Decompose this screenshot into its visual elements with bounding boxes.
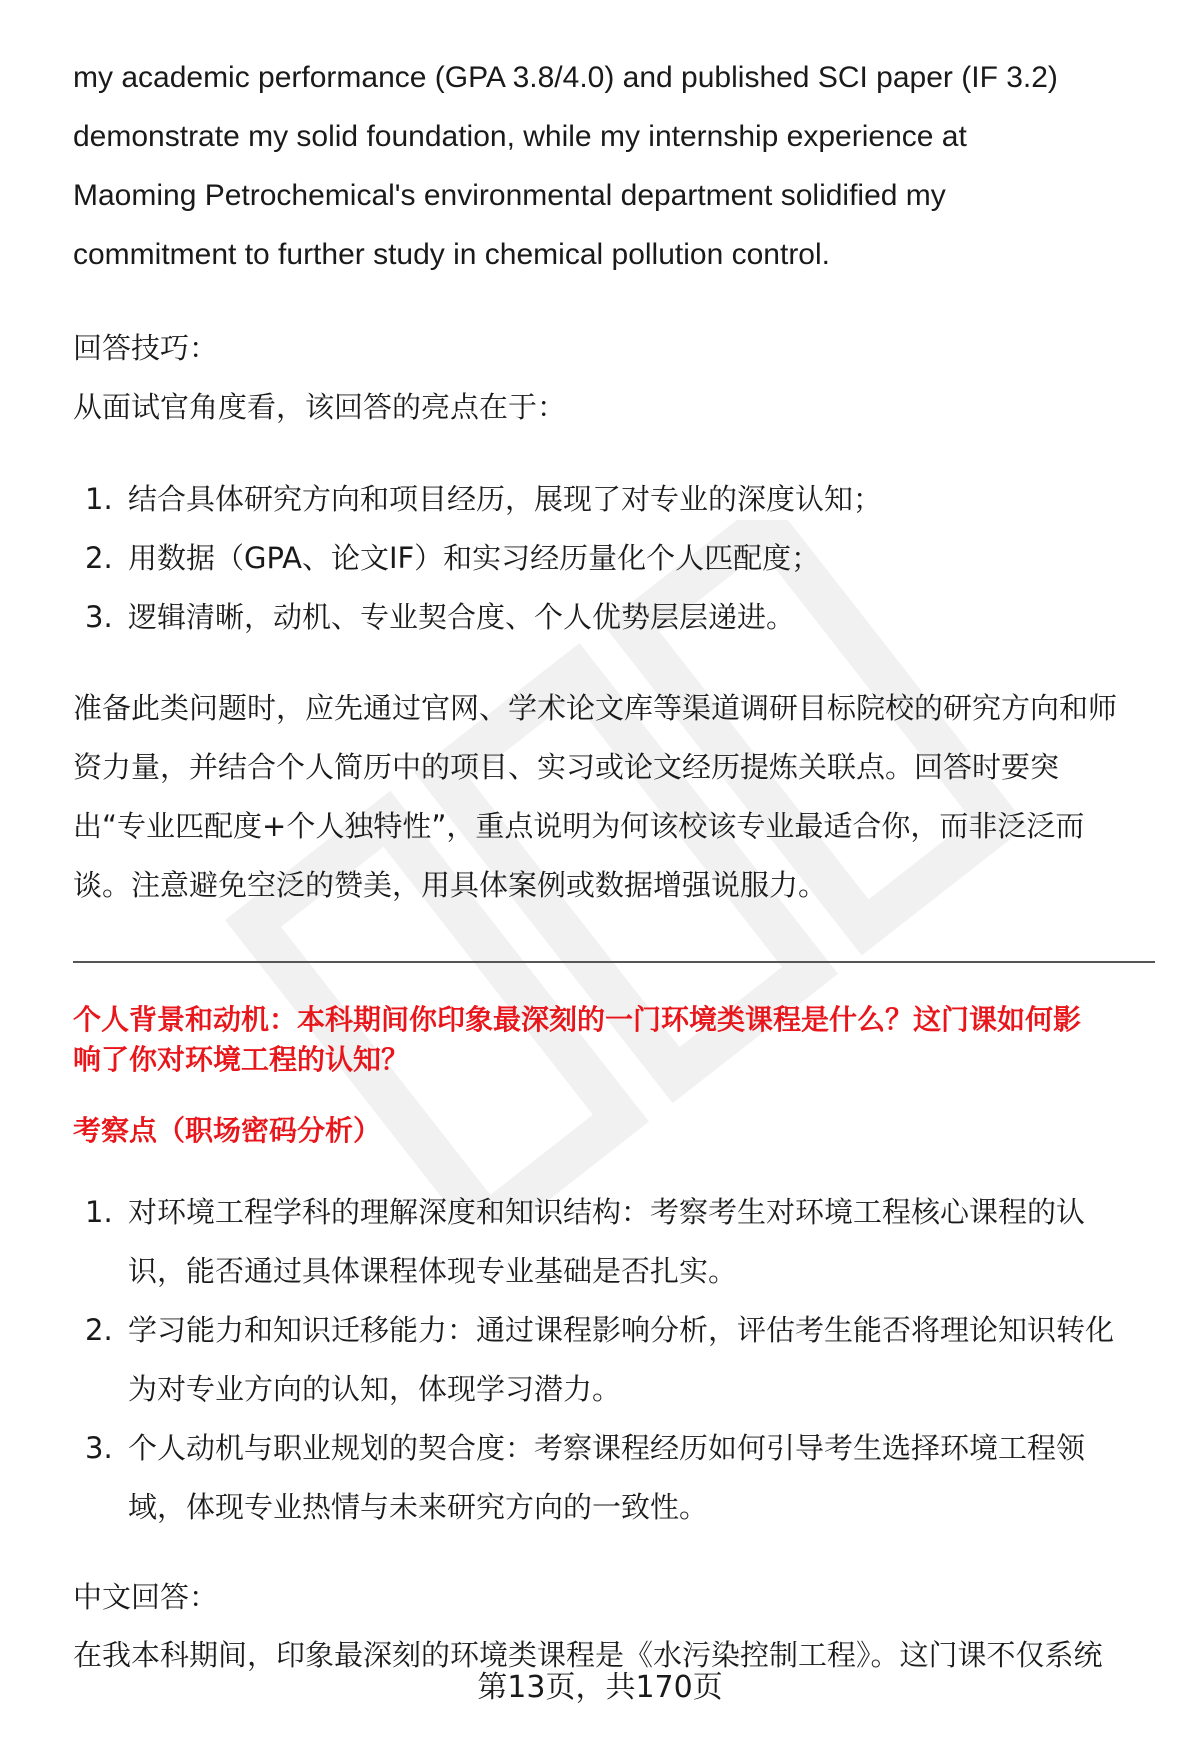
list-item-text: 用数据（GPA、论文IF）和实习经历量化个人匹配度；: [128, 541, 821, 575]
point-line: 识，能否通过具体课程体现专业基础是否扎实。: [128, 1254, 738, 1288]
point-line: 个人动机与职业规划的契合度：考察课程经历如何引导考生选择环境工程领: [128, 1431, 1086, 1465]
question-line: 响了你对环境工程的认知？: [73, 1043, 410, 1076]
focus-title: 考察点（职场密码分析）: [73, 1114, 382, 1147]
intro-line: demonstrate my solid foundation, while my internship experience at: [73, 120, 967, 153]
advice-paragraph: [73, 679, 1153, 915]
tips-label: 回答技巧：: [73, 331, 219, 365]
list-number: 2.: [85, 541, 113, 575]
intro-line: Maoming Petrochemical's environmental department solidified my: [73, 179, 946, 212]
answer-label: 中文回答：: [73, 1580, 219, 1614]
advice-line: 准备此类问题时，应先通过官网、学术论文库等渠道调研目标院校的研究方向和师: [73, 691, 1118, 725]
intro-line: my academic performance (GPA 3.8/4.0) and published SCI paper (IF 3.2): [73, 61, 1058, 94]
intro-english-paragraph: [73, 48, 1153, 284]
point-line: 学习能力和知识迁移能力：通过课程影响分析，评估考生能否将理论知识转化: [128, 1313, 1115, 1347]
point-line: 域，体现专业热情与未来研究方向的一致性。: [128, 1490, 709, 1524]
list-item-text: 结合具体研究方向和项目经历，展现了对专业的深度认知；: [128, 482, 883, 516]
list-number: 3.: [85, 1431, 113, 1465]
list-number: 3.: [85, 600, 113, 634]
advice-line: 资力量，并结合个人简历中的项目、实习或论文经历提炼关联点。回答时要突: [73, 750, 1060, 784]
question-line: 个人背景和动机：本科期间你印象最深刻的一门环境类课程是什么？这门课如何影: [73, 1003, 1082, 1036]
list-number: 1.: [85, 1195, 113, 1229]
question-heading: [73, 1000, 1153, 1080]
advice-line: 谈。注意避免空泛的赞美，用具体案例或数据增强说服力。: [73, 868, 828, 902]
tips-lead: 从面试官角度看，该回答的亮点在于：: [73, 390, 567, 424]
list-number: 1.: [85, 482, 113, 516]
point-line: 对环境工程学科的理解深度和知识结构：考察考生对环境工程核心课程的认: [128, 1195, 1086, 1229]
point-line: 为对专业方向的认知，体现学习潜力。: [128, 1372, 622, 1406]
intro-line: commitment to further study in chemical pollution control.: [73, 238, 830, 271]
advice-line: 出“专业匹配度+个人独特性”，重点说明为何该校该专业最适合你，而非泛泛而: [73, 809, 1085, 843]
page-footer: 第13页，共170页: [477, 1670, 723, 1705]
section-divider: [73, 961, 1155, 963]
list-item-text: 逻辑清晰，动机、专业契合度、个人优势层层递进。: [128, 600, 796, 634]
answer-first-line: 在我本科期间，印象最深刻的环境类课程是《水污染控制工程》。这门课不仅系统: [73, 1638, 1103, 1672]
list-number: 2.: [85, 1313, 113, 1347]
